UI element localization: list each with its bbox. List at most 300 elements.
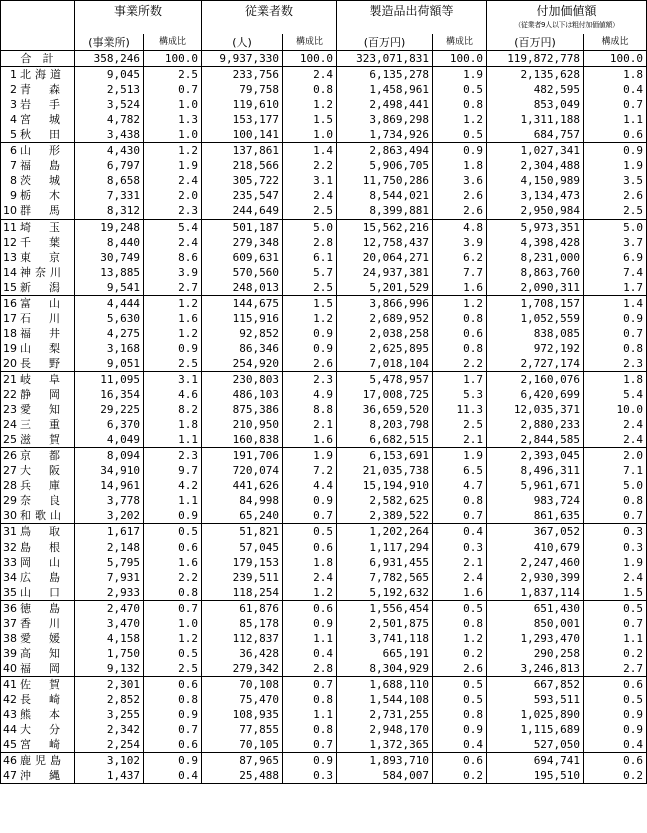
total-shipments: 323,071,831 <box>337 51 433 67</box>
prefecture-number: 8 <box>10 174 17 188</box>
shipments-cell: 2,731,255 <box>337 707 433 722</box>
prefecture-number: 38 <box>3 631 17 645</box>
prefecture-name: 神奈川 <box>20 265 60 279</box>
table-row <box>1 280 647 296</box>
prefecture-cell <box>1 371 75 387</box>
table-row <box>1 463 647 478</box>
value-added-share-cell: 0.9 <box>584 722 647 737</box>
shipments-cell: 36,659,520 <box>337 402 433 417</box>
table-row <box>1 661 647 677</box>
share-header-shipments: 構成比 <box>433 34 487 51</box>
establishments-share-cell: 1.0 <box>144 616 202 631</box>
establishments-share-cell: 1.0 <box>144 97 202 112</box>
establishments-share-cell: 2.3 <box>144 448 202 464</box>
prefecture-name: 沖縄 <box>20 769 60 783</box>
prefecture-cell <box>1 737 75 753</box>
establishments-cell: 3,202 <box>75 508 144 524</box>
value-added-share-cell: 0.9 <box>584 707 647 722</box>
prefecture-cell <box>1 265 75 280</box>
value-added-cell: 593,511 <box>487 692 584 707</box>
table-row <box>1 311 647 326</box>
prefecture-number: 39 <box>3 646 17 660</box>
establishments-share-cell: 0.6 <box>144 540 202 555</box>
share-header-employees: 構成比 <box>283 34 337 51</box>
value-added-cell: 8,496,311 <box>487 463 584 478</box>
shipments-cell: 8,203,798 <box>337 417 433 432</box>
table-row <box>1 555 647 570</box>
value-added-cell: 1,708,157 <box>487 295 584 311</box>
total-value-added-share: 100.0 <box>584 51 647 67</box>
employees-cell: 115,916 <box>202 311 283 326</box>
employees-cell: 218,566 <box>202 158 283 173</box>
total-establishments: 358,246 <box>75 51 144 67</box>
establishments-cell: 3,168 <box>75 341 144 356</box>
establishments-cell: 8,312 <box>75 203 144 219</box>
employees-cell: 153,177 <box>202 112 283 127</box>
value-added-share-cell: 2.3 <box>584 356 647 372</box>
shipments-cell: 5,192,632 <box>337 585 433 601</box>
prefecture-number: 21 <box>3 373 17 386</box>
prefecture-cell <box>1 127 75 143</box>
employees-cell: 75,470 <box>202 692 283 707</box>
establishments-cell: 3,438 <box>75 127 144 143</box>
shipments-cell: 1,372,365 <box>337 737 433 753</box>
establishments-cell: 34,910 <box>75 463 144 478</box>
value-added-cell: 651,430 <box>487 600 584 616</box>
shipments-cell: 2,038,258 <box>337 326 433 341</box>
total-value-added: 119,872,778 <box>487 51 584 67</box>
establishments-cell: 2,852 <box>75 692 144 707</box>
prefecture-cell <box>1 432 75 448</box>
prefecture-name: 大分 <box>20 723 60 737</box>
prefecture-cell <box>1 402 75 417</box>
shipments-share-cell: 2.1 <box>433 555 487 570</box>
shipments-share-cell: 0.4 <box>433 737 487 753</box>
prefecture-cell <box>1 250 75 265</box>
establishments-cell: 6,797 <box>75 158 144 173</box>
establishments-cell: 2,933 <box>75 585 144 601</box>
shipments-cell: 3,741,118 <box>337 631 433 646</box>
value-added-share-cell: 1.8 <box>584 67 647 83</box>
shipments-share-cell: 1.9 <box>433 67 487 83</box>
shipments-share-cell: 2.4 <box>433 570 487 585</box>
prefecture-name: 岩手 <box>20 98 60 112</box>
prefecture-number: 14 <box>3 265 17 279</box>
establishments-share-cell: 1.2 <box>144 295 202 311</box>
value-added-cell: 4,398,428 <box>487 235 584 250</box>
header-employees: 従業者数 <box>202 1 337 35</box>
employees-share-cell: 2.8 <box>283 235 337 250</box>
employees-share-cell: 1.2 <box>283 585 337 601</box>
establishments-cell: 6,370 <box>75 417 144 432</box>
shipments-share-cell: 0.2 <box>433 646 487 661</box>
establishments-share-cell: 1.6 <box>144 555 202 570</box>
employees-share-cell: 2.4 <box>283 67 337 83</box>
table-row <box>1 203 647 219</box>
prefecture-name: 千葉 <box>20 235 60 249</box>
employees-cell: 112,837 <box>202 631 283 646</box>
employees-cell: 248,013 <box>202 280 283 296</box>
prefecture-number: 47 <box>3 769 17 783</box>
total-establishments-share: 100.0 <box>144 51 202 67</box>
header-value-added-note: （従業者9人以下は粗付加価値額） <box>514 21 619 29</box>
shipments-cell: 8,304,929 <box>337 661 433 677</box>
total-employees: 9,937,330 <box>202 51 283 67</box>
prefecture-name: 徳島 <box>20 601 60 615</box>
establishments-share-cell: 2.7 <box>144 280 202 296</box>
unit-establishments: (事業所) <box>75 34 144 51</box>
prefecture-number: 19 <box>3 341 17 355</box>
establishments-cell: 4,444 <box>75 295 144 311</box>
prefecture-name: 熊本 <box>20 708 60 722</box>
shipments-cell: 5,906,705 <box>337 158 433 173</box>
establishments-cell: 3,778 <box>75 493 144 508</box>
shipments-cell: 17,008,725 <box>337 387 433 402</box>
shipments-cell: 11,750,286 <box>337 173 433 188</box>
establishments-share-cell: 0.6 <box>144 737 202 753</box>
establishments-cell: 29,225 <box>75 402 144 417</box>
total-row <box>1 51 647 67</box>
establishments-share-cell: 0.7 <box>144 600 202 616</box>
value-added-cell: 2,950,984 <box>487 203 584 219</box>
employees-cell: 100,141 <box>202 127 283 143</box>
shipments-share-cell: 3.9 <box>433 235 487 250</box>
value-added-cell: 1,311,188 <box>487 112 584 127</box>
shipments-cell: 2,389,522 <box>337 508 433 524</box>
value-added-share-cell: 2.4 <box>584 432 647 448</box>
prefecture-number: 37 <box>3 616 17 630</box>
employees-share-cell: 1.4 <box>283 143 337 159</box>
establishments-cell: 2,254 <box>75 737 144 753</box>
table-row <box>1 646 647 661</box>
employees-share-cell: 0.9 <box>283 341 337 356</box>
establishments-share-cell: 0.7 <box>144 82 202 97</box>
employees-cell: 233,756 <box>202 67 283 83</box>
value-added-cell: 1,115,689 <box>487 722 584 737</box>
share-header-value-added: 構成比 <box>584 34 647 51</box>
shipments-share-cell: 2.6 <box>433 661 487 677</box>
shipments-share-cell: 0.3 <box>433 540 487 555</box>
employees-share-cell: 5.0 <box>283 219 337 235</box>
table-row <box>1 341 647 356</box>
header-corner <box>1 1 75 35</box>
prefecture-number: 24 <box>3 418 17 432</box>
total-employees-share: 100.0 <box>283 51 337 67</box>
employees-cell: 210,950 <box>202 417 283 432</box>
employees-cell: 230,803 <box>202 371 283 387</box>
employees-share-cell: 1.5 <box>283 295 337 311</box>
shipments-share-cell: 1.2 <box>433 112 487 127</box>
prefecture-name: 三重 <box>20 418 60 432</box>
establishments-cell: 5,630 <box>75 311 144 326</box>
shipments-share-cell: 2.6 <box>433 203 487 219</box>
establishments-share-cell: 1.6 <box>144 311 202 326</box>
table-row <box>1 753 647 769</box>
prefecture-cell <box>1 493 75 508</box>
prefecture-number: 44 <box>3 723 17 737</box>
shipments-share-cell: 2.5 <box>433 417 487 432</box>
value-added-share-cell: 3.5 <box>584 173 647 188</box>
table-row <box>1 387 647 402</box>
prefecture-number: 46 <box>3 754 17 768</box>
employees-cell: 570,560 <box>202 265 283 280</box>
prefecture-name: 鳥取 <box>20 525 60 539</box>
shipments-share-cell: 6.5 <box>433 463 487 478</box>
value-added-cell: 8,231,000 <box>487 250 584 265</box>
shipments-share-cell: 0.5 <box>433 600 487 616</box>
establishments-share-cell: 0.8 <box>144 692 202 707</box>
value-added-cell: 1,293,470 <box>487 631 584 646</box>
shipments-cell: 24,937,381 <box>337 265 433 280</box>
establishments-share-cell: 4.6 <box>144 387 202 402</box>
establishments-cell: 4,430 <box>75 143 144 159</box>
employees-cell: 501,187 <box>202 219 283 235</box>
value-added-share-cell: 0.5 <box>584 600 647 616</box>
table-row <box>1 97 647 112</box>
table-row <box>1 219 647 235</box>
shipments-share-cell: 0.8 <box>433 341 487 356</box>
shipments-share-cell: 1.6 <box>433 585 487 601</box>
table-row <box>1 585 647 601</box>
prefecture-number: 5 <box>10 128 17 142</box>
value-added-cell: 1,025,890 <box>487 707 584 722</box>
prefecture-name: 栃木 <box>20 189 60 203</box>
value-added-cell: 972,192 <box>487 341 584 356</box>
establishments-share-cell: 2.5 <box>144 67 202 83</box>
value-added-share-cell: 2.4 <box>584 417 647 432</box>
employees-cell: 51,821 <box>202 524 283 540</box>
prefecture-name: 岐阜 <box>20 373 60 386</box>
establishments-cell: 9,045 <box>75 67 144 83</box>
prefecture-name: 広島 <box>20 570 60 584</box>
value-added-share-cell: 0.9 <box>584 311 647 326</box>
employees-cell: 85,178 <box>202 616 283 631</box>
prefecture-cell <box>1 112 75 127</box>
shipments-share-cell: 0.8 <box>433 707 487 722</box>
establishments-share-cell: 1.2 <box>144 631 202 646</box>
employees-cell: 279,342 <box>202 661 283 677</box>
establishments-share-cell: 1.2 <box>144 326 202 341</box>
prefecture-name: 滋賀 <box>20 433 60 447</box>
employees-cell: 137,861 <box>202 143 283 159</box>
shipments-share-cell: 2.1 <box>433 432 487 448</box>
table-row <box>1 692 647 707</box>
employees-cell: 875,386 <box>202 402 283 417</box>
value-added-cell: 3,134,473 <box>487 188 584 203</box>
prefecture-cell <box>1 768 75 784</box>
prefecture-number: 35 <box>3 585 17 599</box>
employees-share-cell: 2.6 <box>283 356 337 372</box>
establishments-share-cell: 2.4 <box>144 235 202 250</box>
employees-cell: 239,511 <box>202 570 283 585</box>
employees-cell: 57,045 <box>202 540 283 555</box>
establishments-cell: 13,885 <box>75 265 144 280</box>
establishments-share-cell: 0.9 <box>144 508 202 524</box>
employees-cell: 87,965 <box>202 753 283 769</box>
prefecture-cell <box>1 524 75 540</box>
total-shipments-share: 100.0 <box>433 51 487 67</box>
value-added-share-cell: 0.3 <box>584 540 647 555</box>
value-added-cell: 1,052,559 <box>487 311 584 326</box>
value-added-share-cell: 0.7 <box>584 616 647 631</box>
value-added-share-cell: 0.9 <box>584 143 647 159</box>
prefecture-number: 16 <box>3 296 17 310</box>
employees-cell: 191,706 <box>202 448 283 464</box>
prefecture-number: 30 <box>3 509 17 523</box>
shipments-cell: 2,948,170 <box>337 722 433 737</box>
establishments-share-cell: 2.3 <box>144 203 202 219</box>
prefecture-number: 22 <box>3 388 17 402</box>
prefecture-name: 佐賀 <box>20 677 60 691</box>
prefecture-cell <box>1 463 75 478</box>
establishments-cell: 8,440 <box>75 235 144 250</box>
prefecture-number: 11 <box>3 220 17 234</box>
employees-share-cell: 0.9 <box>283 493 337 508</box>
employees-share-cell: 0.9 <box>283 326 337 341</box>
shipments-share-cell: 3.6 <box>433 173 487 188</box>
prefecture-name: 愛知 <box>20 403 60 417</box>
employees-cell: 119,610 <box>202 97 283 112</box>
table-row <box>1 570 647 585</box>
header-value-added <box>487 1 647 35</box>
table-row <box>1 524 647 540</box>
establishments-cell: 2,470 <box>75 600 144 616</box>
value-added-share-cell: 0.4 <box>584 82 647 97</box>
value-added-share-cell: 0.6 <box>584 676 647 692</box>
table-row <box>1 173 647 188</box>
establishments-share-cell: 5.4 <box>144 219 202 235</box>
value-added-cell: 5,961,671 <box>487 478 584 493</box>
establishments-share-cell: 3.1 <box>144 371 202 387</box>
establishments-cell: 8,094 <box>75 448 144 464</box>
shipments-cell: 5,478,957 <box>337 371 433 387</box>
shipments-share-cell: 0.8 <box>433 311 487 326</box>
value-added-cell: 2,247,460 <box>487 555 584 570</box>
shipments-cell: 2,625,895 <box>337 341 433 356</box>
shipments-cell: 7,018,104 <box>337 356 433 372</box>
value-added-share-cell: 0.7 <box>584 97 647 112</box>
shipments-share-cell: 11.3 <box>433 402 487 417</box>
prefecture-cell <box>1 692 75 707</box>
employees-cell: 70,108 <box>202 676 283 692</box>
shipments-cell: 2,501,875 <box>337 616 433 631</box>
employees-share-cell: 2.3 <box>283 371 337 387</box>
value-added-cell: 684,757 <box>487 127 584 143</box>
prefecture-number: 1 <box>10 68 17 82</box>
value-added-share-cell: 0.8 <box>584 493 647 508</box>
employees-share-cell: 4.9 <box>283 387 337 402</box>
shipments-cell: 6,682,515 <box>337 432 433 448</box>
value-added-cell: 1,027,341 <box>487 143 584 159</box>
employees-share-cell: 2.5 <box>283 203 337 219</box>
employees-share-cell: 6.1 <box>283 250 337 265</box>
value-added-cell: 410,679 <box>487 540 584 555</box>
establishments-share-cell: 0.9 <box>144 753 202 769</box>
establishments-cell: 4,782 <box>75 112 144 127</box>
employees-share-cell: 0.3 <box>283 768 337 784</box>
employees-share-cell: 0.8 <box>283 82 337 97</box>
employees-share-cell: 0.9 <box>283 616 337 631</box>
prefecture-cell <box>1 143 75 159</box>
shipments-cell: 20,064,271 <box>337 250 433 265</box>
prefecture-name: 奈良 <box>20 494 60 508</box>
employees-cell: 441,626 <box>202 478 283 493</box>
establishments-share-cell: 1.2 <box>144 143 202 159</box>
value-added-share-cell: 5.4 <box>584 387 647 402</box>
table-row <box>1 250 647 265</box>
prefecture-name: 和歌山 <box>20 509 60 523</box>
employees-share-cell: 0.6 <box>283 540 337 555</box>
shipments-cell: 665,191 <box>337 646 433 661</box>
employees-share-cell: 1.2 <box>283 97 337 112</box>
prefecture-name: 愛媛 <box>20 631 60 645</box>
value-added-cell: 983,724 <box>487 493 584 508</box>
value-added-cell: 853,049 <box>487 97 584 112</box>
header-establishments: 事業所数 <box>75 1 202 35</box>
prefecture-number: 40 <box>3 661 17 675</box>
establishments-cell: 4,049 <box>75 432 144 448</box>
shipments-cell: 2,689,952 <box>337 311 433 326</box>
prefecture-number: 10 <box>3 204 17 218</box>
value-added-cell: 2,393,045 <box>487 448 584 464</box>
employees-cell: 79,758 <box>202 82 283 97</box>
shipments-share-cell: 0.6 <box>433 753 487 769</box>
shipments-cell: 7,782,565 <box>337 570 433 585</box>
value-added-share-cell: 10.0 <box>584 402 647 417</box>
prefecture-cell <box>1 555 75 570</box>
employees-share-cell: 1.8 <box>283 555 337 570</box>
prefecture-cell <box>1 235 75 250</box>
establishments-cell: 16,354 <box>75 387 144 402</box>
employees-share-cell: 3.1 <box>283 173 337 188</box>
employees-cell: 254,920 <box>202 356 283 372</box>
prefecture-number: 9 <box>10 189 17 203</box>
employees-share-cell: 2.2 <box>283 158 337 173</box>
prefecture-number: 13 <box>3 250 17 264</box>
shipments-cell: 584,007 <box>337 768 433 784</box>
prefecture-name: 福岡 <box>20 661 60 675</box>
establishments-cell: 1,437 <box>75 768 144 784</box>
table-row <box>1 616 647 631</box>
shipments-share-cell: 2.2 <box>433 356 487 372</box>
prefecture-number: 33 <box>3 555 17 569</box>
prefecture-number: 3 <box>10 98 17 112</box>
prefecture-cell <box>1 188 75 203</box>
prefecture-cell <box>1 387 75 402</box>
shipments-share-cell: 0.5 <box>433 82 487 97</box>
shipments-cell: 3,869,298 <box>337 112 433 127</box>
employees-share-cell: 0.9 <box>283 753 337 769</box>
shipments-cell: 1,556,454 <box>337 600 433 616</box>
prefecture-name: 島根 <box>20 540 60 554</box>
value-added-cell: 2,880,233 <box>487 417 584 432</box>
prefecture-number: 17 <box>3 311 17 325</box>
prefecture-cell <box>1 280 75 296</box>
unit-shipments: (百万円) <box>337 34 433 51</box>
employees-cell: 235,547 <box>202 188 283 203</box>
establishments-cell: 1,617 <box>75 524 144 540</box>
value-added-cell: 3,246,813 <box>487 661 584 677</box>
establishments-cell: 30,749 <box>75 250 144 265</box>
prefecture-name: 青森 <box>20 83 60 97</box>
shipments-cell: 6,931,455 <box>337 555 433 570</box>
establishments-share-cell: 1.1 <box>144 493 202 508</box>
establishments-share-cell: 2.5 <box>144 356 202 372</box>
unit-employees: (人) <box>202 34 283 51</box>
table-row <box>1 417 647 432</box>
value-added-share-cell: 2.0 <box>584 448 647 464</box>
establishments-share-cell: 1.3 <box>144 112 202 127</box>
